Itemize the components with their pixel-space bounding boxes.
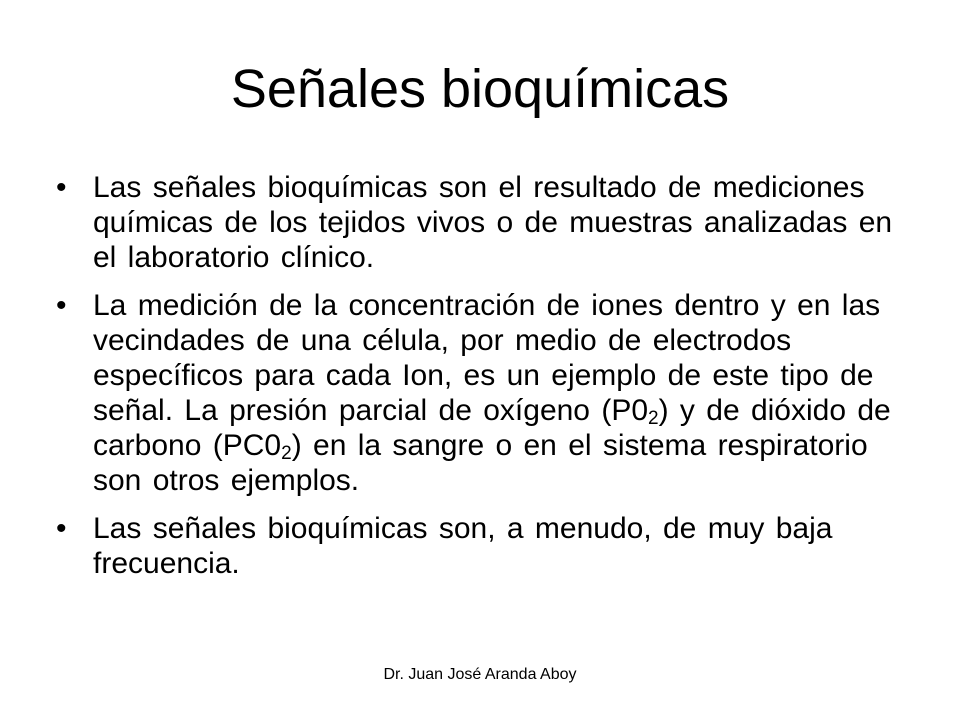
bullet-text: Las señales bioquímicas son, a menudo, de muy baja frecuencia.	[93, 512, 833, 580]
bullet-text-part: La medición de la concentración de iones dentro y en las vecindades de una célula, por medio de electrodos específicos para cada Ion, es un ejemplo de este tipo de señal. La presión parcial de oxígeno (P0	[93, 289, 881, 427]
bullet-text: Las señales bioquímicas son el resultado de mediciones químicas de los tejidos vivos o de muestras analizadas en el laboratorio clínico.	[93, 171, 893, 274]
slide-footer: Dr. Juan José Aranda Aboy	[383, 666, 577, 683]
bullet-text-part: ) en la sangre o en el sistema respiratorio son otros ejemplos.	[93, 429, 868, 497]
bullet-text-part: ) y de dióxido de carbono (PC0	[93, 394, 891, 462]
bullet-list	[50, 170, 910, 594]
bullet-item-3	[50, 511, 910, 581]
bullet-icon: •	[56, 512, 67, 545]
subscript: 2	[648, 408, 659, 429]
bullet-icon: •	[56, 171, 67, 204]
bullet-icon: •	[56, 289, 67, 322]
subscript: 2	[281, 443, 292, 464]
bullet-item-1	[50, 170, 910, 275]
slide-title: Señales bioquímicas	[230, 59, 730, 119]
bullet-item-2	[50, 288, 910, 498]
